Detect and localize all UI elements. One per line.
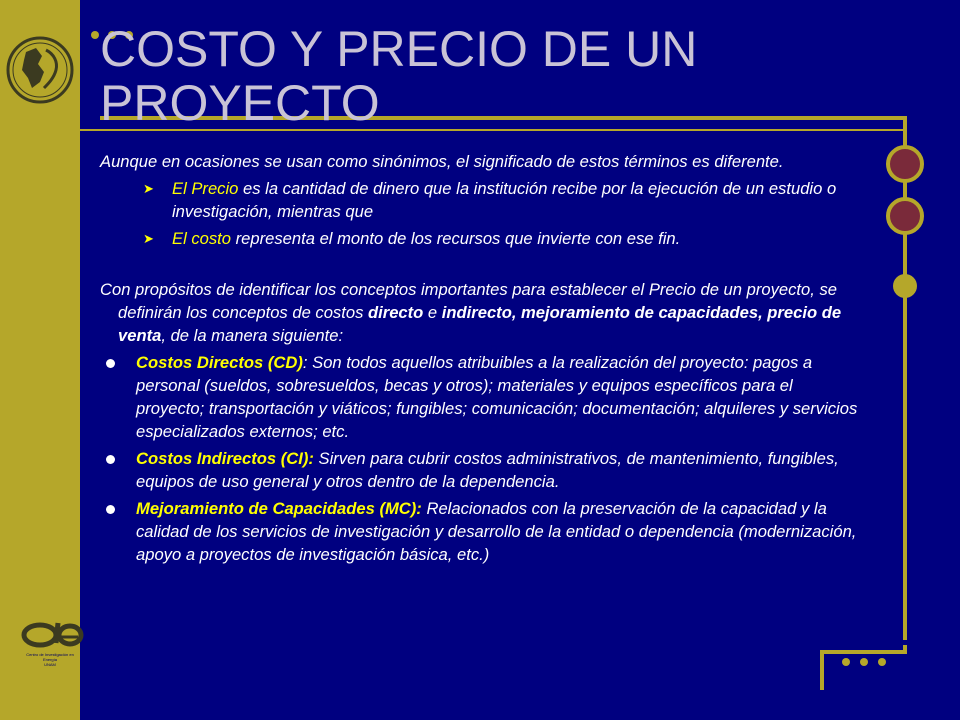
bottom-dot bbox=[842, 658, 850, 666]
round-bullet-icon bbox=[106, 359, 115, 368]
arrow-bullet-icon: ➤ bbox=[143, 231, 154, 246]
sub-item-price bbox=[100, 177, 860, 223]
side-circle bbox=[893, 274, 917, 298]
round-bullet-icon bbox=[106, 505, 115, 514]
top-dot bbox=[91, 31, 99, 39]
bullet-term: Costos Indirectos (CI): bbox=[136, 449, 314, 468]
cie-caption bbox=[20, 652, 80, 667]
price-text: es la cantidad de dinero que la institución recibe por la ejecución de un estudio o investigación, mientras que bbox=[172, 179, 837, 221]
sub-item-cost bbox=[100, 227, 860, 250]
purpose-paragraph bbox=[100, 278, 860, 347]
bullet-item bbox=[100, 351, 860, 443]
purpose-text-e: e bbox=[423, 303, 442, 322]
purpose-text-b: , de la manera siguiente: bbox=[161, 326, 344, 345]
bullet-sep: : bbox=[302, 353, 308, 372]
cost-text: representa el monto de los recursos que invierte con ese fin. bbox=[231, 229, 681, 248]
price-term: El Precio bbox=[172, 179, 239, 198]
cie-caption-line2: UNAM bbox=[44, 662, 56, 667]
bullet-term: Mejoramiento de Capacidades (MC): bbox=[136, 499, 422, 518]
side-circle bbox=[888, 199, 922, 233]
side-circle bbox=[888, 147, 922, 181]
bullet-text: Sirven para cubrir costos administrativos, de mantenimiento, fungibles, equipos de uso general y otros dentro de la dependencia. bbox=[136, 449, 839, 491]
round-bullet-icon bbox=[106, 455, 115, 464]
cie-logo-icon bbox=[24, 623, 81, 645]
bottom-dot bbox=[860, 658, 868, 666]
bottom-dot bbox=[878, 658, 886, 666]
slide-title: COSTO Y PRECIO DE UN PROYECTO bbox=[100, 21, 698, 131]
arrow-bullet-icon: ➤ bbox=[143, 181, 154, 196]
bullet-item bbox=[100, 497, 860, 566]
cost-term: El costo bbox=[172, 229, 232, 248]
bullet-term: Costos Directos (CD) bbox=[136, 353, 303, 372]
cie-caption-line1: Centro de Investigación en Energía bbox=[26, 652, 74, 662]
bullet-text: Son todos aquellos atribuibles a la realización del proyecto: pagos a personal (sueldos, sobresueldos, becas y otros); materiales y equipos específicos para el proyecto; transportación y viáticos; fungibles; comunicación; documentación; alquileres y servicios especializados externos; etc. bbox=[136, 353, 858, 441]
intro-paragraph: Aunque en ocasiones se usan como sinónimos, el significado de estos términos es diferente. bbox=[100, 152, 784, 171]
purpose-text-a: Con propósitos de identificar los conceptos importantes para establecer el Precio de un proyecto, se definirán los conceptos de costos bbox=[100, 280, 837, 322]
unam-seal-icon bbox=[8, 38, 72, 102]
purpose-directo: directo bbox=[367, 303, 424, 322]
purpose-indirecto: indirecto, mejoramiento de capacidades, precio de venta bbox=[118, 303, 842, 345]
slide-body bbox=[100, 150, 860, 566]
bullet-text: Relacionados con la preservación de la capacidad y la calidad de los servicios de investigación y desarrollo de la entidad o dependencia (modernización, apoyo a proyectos de investigación básica, etc.) bbox=[136, 499, 857, 564]
bullet-item bbox=[100, 447, 860, 493]
